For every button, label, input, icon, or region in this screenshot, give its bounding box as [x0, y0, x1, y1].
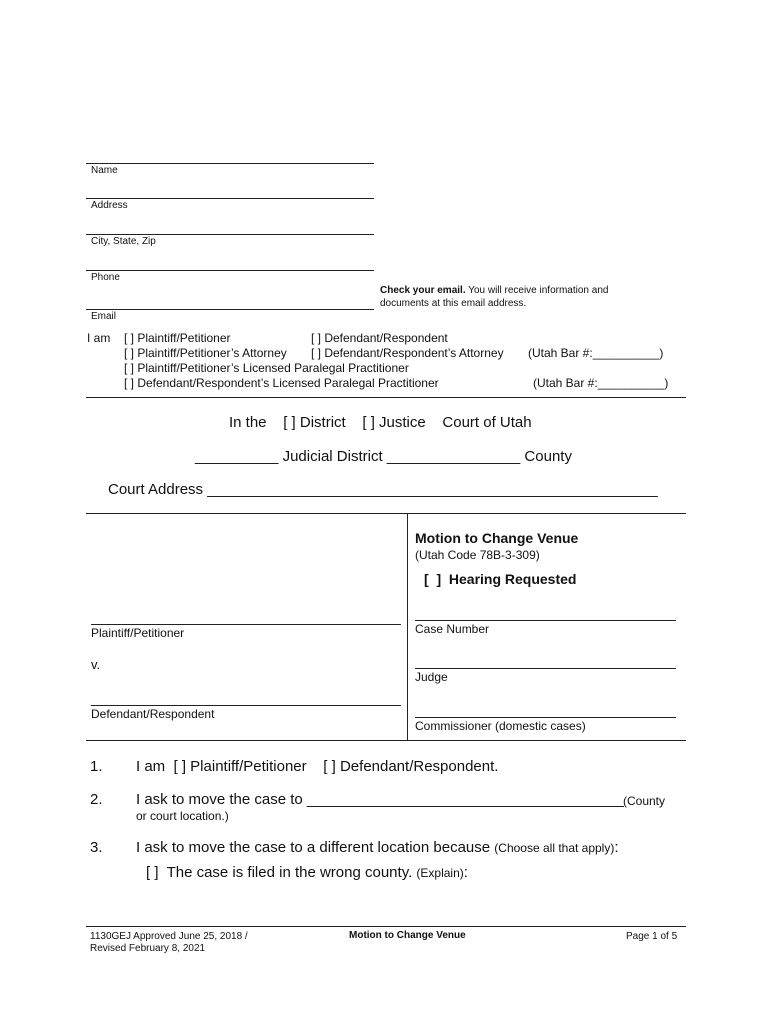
email-label: Email — [91, 311, 117, 322]
case-number-line[interactable] — [415, 620, 676, 621]
iam-plaintiff-option[interactable]: [ ] Plaintiff/Petitioner — [124, 331, 231, 345]
case-number-label: Case Number — [415, 622, 490, 636]
iam-plaintiff-attorney-option[interactable]: [ ] Plaintiff/Petitioner’s Attorney — [124, 346, 287, 360]
iam-defendant-paralegal-option[interactable]: [ ] Defendant/Respondent’s Licensed Paralegal Practitioner — [124, 376, 439, 390]
footer-title: Motion to Change Venue — [349, 930, 466, 941]
address-line[interactable] — [86, 198, 374, 199]
hearing-requested-checkbox[interactable]: [ ] Hearing Requested — [424, 571, 577, 587]
versus-label: v. — [91, 657, 101, 672]
city-state-zip-line[interactable] — [86, 234, 374, 235]
wrong-county-checkbox[interactable] — [146, 864, 468, 881]
caption-vertical-divider — [407, 513, 408, 740]
caption-bottom-border — [86, 740, 686, 741]
item-3-small: (Choose all that apply) — [494, 841, 615, 855]
utah-code: (Utah Code 78B-3-309) — [415, 548, 540, 562]
wrong-county-text: [ ] The case is filed in the wrong county. — [146, 864, 413, 881]
email-note-bold: Check your email. — [380, 285, 466, 296]
item-2-number: 2. — [90, 791, 103, 808]
wrong-county-colon: : — [463, 864, 468, 881]
email-note-rest: You will receive information and — [465, 285, 609, 296]
name-line[interactable] — [86, 163, 374, 164]
utah-bar-number-1[interactable]: (Utah Bar #:__________) — [528, 346, 664, 360]
caption-top-border — [86, 513, 686, 514]
commissioner-label: Commissioner (domestic cases) — [415, 719, 586, 733]
item-1-number: 1. — [90, 758, 103, 775]
footer-page-number: Page 1 of 5 — [626, 931, 678, 942]
header-divider — [86, 397, 686, 398]
email-note — [380, 284, 680, 310]
defendant-label: Defendant/Respondent — [91, 707, 215, 721]
item-3-text — [136, 839, 619, 856]
footer-divider — [86, 926, 686, 927]
item-2-small: (County — [623, 794, 666, 808]
court-type-line: In the [ ] District [ ] Justice Court of Utah — [229, 414, 532, 431]
commissioner-line[interactable] — [415, 717, 676, 718]
item-3-number: 3. — [90, 839, 103, 856]
email-line[interactable] — [86, 309, 374, 310]
item-3-colon: : — [614, 839, 619, 856]
iam-prefix: I am — [87, 331, 111, 345]
phone-line[interactable] — [86, 270, 374, 271]
city-state-zip-label: City, State, Zip — [91, 236, 156, 247]
wrong-county-small: (Explain) — [416, 866, 464, 880]
iam-plaintiff-paralegal-option[interactable]: [ ] Plaintiff/Petitioner’s Licensed Paralegal Practitioner — [124, 361, 409, 375]
utah-bar-number-2[interactable]: (Utah Bar #:__________) — [533, 376, 669, 390]
footer-form-id — [90, 931, 248, 955]
footer-left-1: 1130GEJ Approved June 25, 2018 / — [90, 931, 248, 942]
plaintiff-label: Plaintiff/Petitioner — [91, 626, 185, 640]
item-2-text[interactable]: I ask to move the case to ______________________________________ — [136, 791, 624, 808]
judicial-district-county-line[interactable]: __________ Judicial District ________________ County — [195, 448, 572, 465]
footer-left-2: Revised February 8, 2021 — [90, 943, 206, 954]
plaintiff-line[interactable] — [91, 624, 401, 625]
motion-title: Motion to Change Venue — [415, 530, 579, 546]
judge-label: Judge — [415, 670, 448, 684]
iam-defendant-attorney-option[interactable]: [ ] Defendant/Respondent’s Attorney — [311, 346, 504, 360]
iam-defendant-option[interactable]: [ ] Defendant/Respondent — [311, 331, 448, 345]
phone-label: Phone — [91, 272, 120, 283]
address-label: Address — [91, 200, 128, 211]
court-address-line[interactable]: Court Address ______________________________________________________ — [108, 481, 658, 498]
name-label: Name — [91, 165, 118, 176]
email-note-line2: documents at this email address. — [380, 298, 527, 309]
item-2-continuation: or court location.) — [136, 809, 229, 823]
item-1-text[interactable]: I am [ ] Plaintiff/Petitioner [ ] Defendant/Respondent. — [136, 758, 499, 775]
item-3-main: I ask to move the case to a different location because — [136, 839, 491, 856]
judge-line[interactable] — [415, 668, 676, 669]
defendant-line[interactable] — [91, 705, 401, 706]
